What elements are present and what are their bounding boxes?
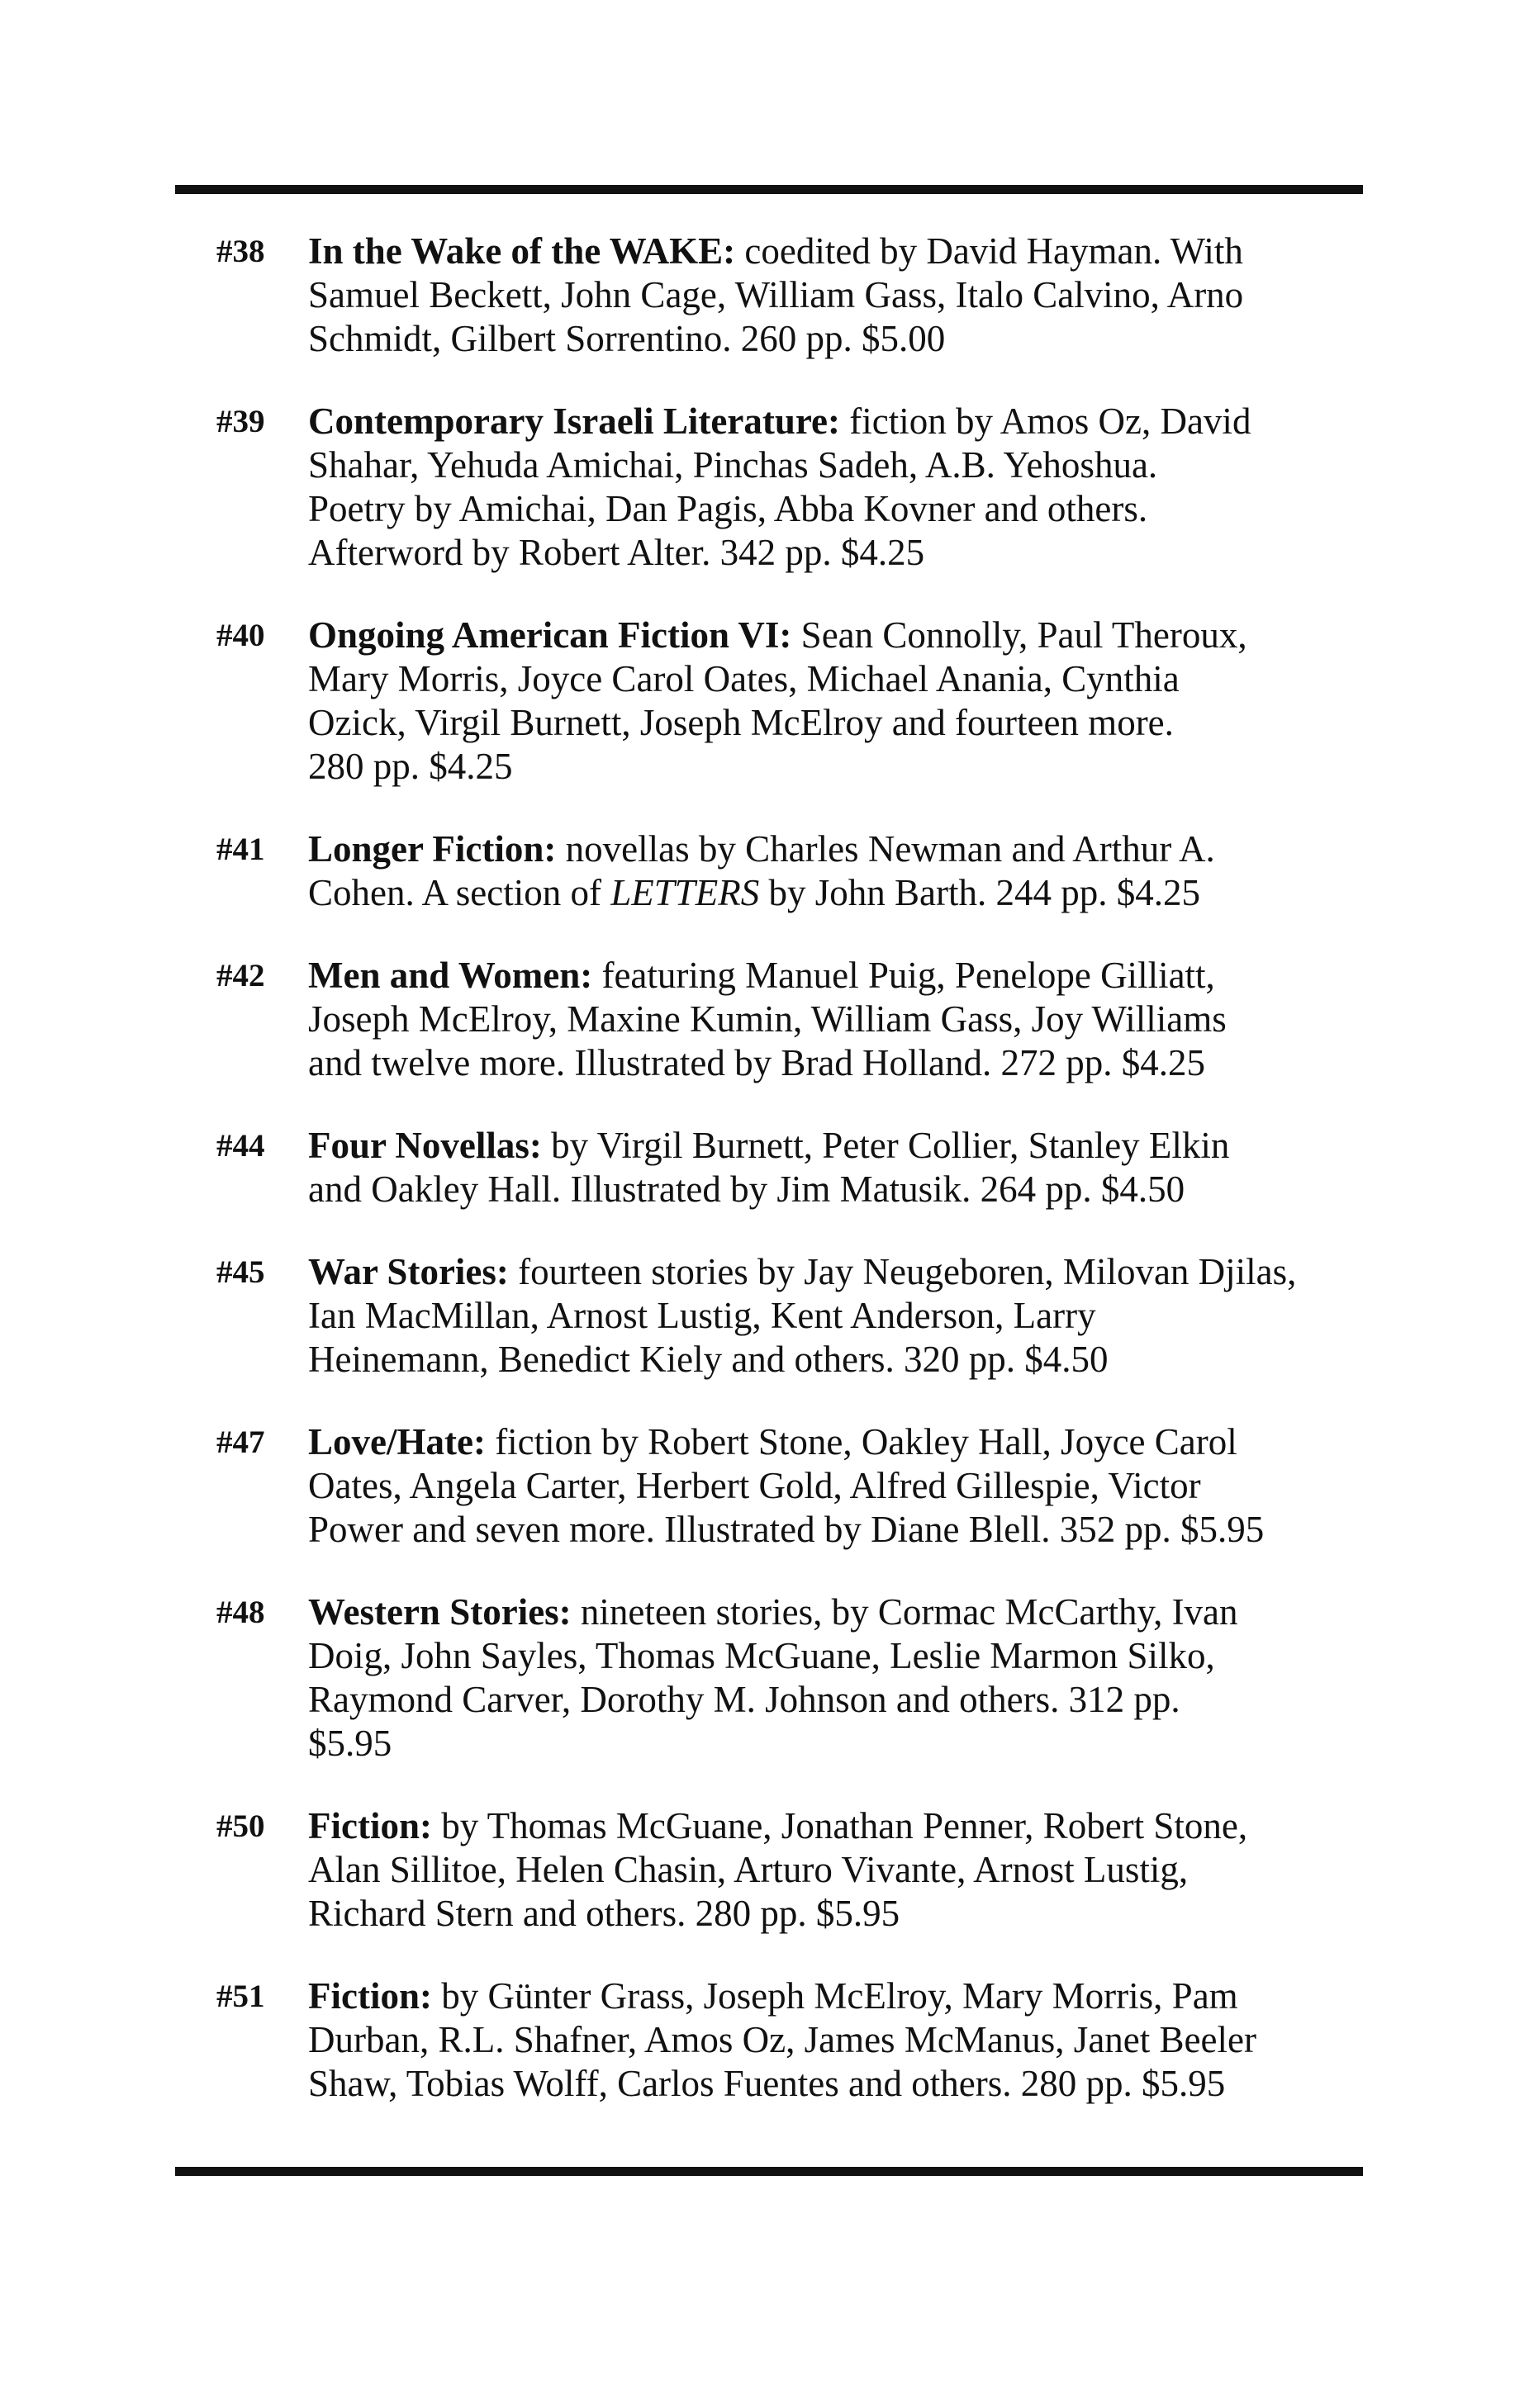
- issue-number: #44: [216, 1128, 265, 1164]
- entry-title: Four Novellas:: [308, 1125, 542, 1166]
- entry-line: Oates, Angela Carter, Herbert Gold, Alfred Gillespie, Victor: [308, 1465, 1201, 1506]
- entry-line: Afterword by Robert Alter. 342 pp. $4.25: [308, 532, 925, 573]
- entry-line: Heinemann, Benedict Kiely and others. 320 pp. $4.50: [308, 1339, 1109, 1380]
- bottom-rule: [175, 2167, 1363, 2176]
- issue-number: #41: [216, 832, 265, 867]
- catalog-entry: [0, 1420, 1529, 1552]
- entry-line: fiction by Amos Oz, David: [849, 401, 1251, 442]
- entry-line: Sean Connolly, Paul Theroux,: [800, 614, 1247, 656]
- entry-text: [308, 1124, 1332, 1211]
- entry-line: coedited by David Hayman. With: [744, 230, 1243, 272]
- catalog-entry: [0, 827, 1529, 915]
- entry-line: Alan Sillitoe, Helen Chasin, Arturo Vivante, Arnost Lustig,: [308, 1849, 1189, 1890]
- catalog-entry: [0, 614, 1529, 789]
- entry-line: 280 pp. $4.25: [308, 746, 513, 787]
- entry-title: Western Stories:: [308, 1591, 572, 1633]
- entry-text: [308, 614, 1332, 789]
- entry-line: Poetry by Amichai, Dan Pagis, Abba Kovner and others.: [308, 488, 1148, 529]
- entry-line: Cohen. A section of: [308, 872, 601, 913]
- entry-line: Shahar, Yehuda Amichai, Pinchas Sadeh, A.B. Yehoshua.: [308, 444, 1158, 486]
- book-title: LETTERS: [610, 872, 760, 913]
- entry-text: [308, 827, 1332, 915]
- catalog-entry: [0, 1590, 1529, 1766]
- entry-title: Love/Hate:: [308, 1421, 486, 1462]
- catalog-entry: [0, 1804, 1529, 1936]
- catalog-entry: [0, 954, 1529, 1085]
- entry-text: [308, 1250, 1332, 1382]
- top-rule: [175, 185, 1363, 194]
- entry-line: nineteen stories, by Cormac McCarthy, Ivan: [580, 1591, 1238, 1633]
- catalog-entry: [0, 1974, 1529, 2106]
- catalog-entry: [0, 1124, 1529, 1211]
- issue-number: #48: [216, 1595, 265, 1630]
- catalog-list: [0, 230, 1529, 2145]
- entry-text: [308, 1804, 1332, 1936]
- issue-number: #50: [216, 1808, 265, 1844]
- entry-text: [308, 230, 1332, 361]
- entry-line: by Virgil Burnett, Peter Collier, Stanley Elkin: [551, 1125, 1230, 1166]
- issue-number: #40: [216, 618, 265, 653]
- entry-line: Mary Morris, Joyce Carol Oates, Michael Anania, Cynthia: [308, 658, 1180, 699]
- entry-title: Longer Fiction:: [308, 828, 557, 870]
- entry-line: $5.95: [308, 1723, 392, 1764]
- entry-line: Schmidt, Gilbert Sorrentino. 260 pp. $5.00: [308, 318, 946, 359]
- entry-line: Ian MacMillan, Arnost Lustig, Kent Anderson, Larry: [308, 1295, 1096, 1336]
- entry-text: [308, 954, 1332, 1085]
- entry-line: Raymond Carver, Dorothy M. Johnson and others. 312 pp.: [308, 1679, 1180, 1720]
- entry-line: Samuel Beckett, John Cage, William Gass, Italo Calvino, Arno: [308, 274, 1244, 315]
- entry-line: by Thomas McGuane, Jonathan Penner, Robert Stone,: [441, 1805, 1248, 1846]
- entry-line: fourteen stories by Jay Neugeboren, Milovan Djilas,: [518, 1251, 1297, 1292]
- entry-text: [308, 400, 1332, 575]
- entry-text: [308, 1974, 1332, 2106]
- entry-line: and Oakley Hall. Illustrated by Jim Matusik. 264 pp. $4.50: [308, 1168, 1185, 1210]
- entry-title: Fiction:: [308, 1805, 432, 1846]
- entry-line: fiction by Robert Stone, Oakley Hall, Joyce Carol: [495, 1421, 1237, 1462]
- entry-text: [308, 1590, 1332, 1766]
- entry-line: Doig, John Sayles, Thomas McGuane, Leslie Marmon Silko,: [308, 1635, 1215, 1676]
- issue-number: #47: [216, 1424, 265, 1460]
- entry-line: Richard Stern and others. 280 pp. $5.95: [308, 1893, 900, 1934]
- issue-number: #51: [216, 1979, 265, 2014]
- entry-line: by John Barth. 244 pp. $4.25: [768, 872, 1201, 913]
- entry-title: Men and Women:: [308, 955, 593, 996]
- entry-line: featuring Manuel Puig, Penelope Gilliatt,: [601, 955, 1215, 996]
- entry-title: Contemporary Israeli Literature:: [308, 401, 840, 442]
- entry-title: Fiction:: [308, 1975, 432, 2017]
- entry-line: Shaw, Tobias Wolff, Carlos Fuentes and others. 280 pp. $5.95: [308, 2063, 1226, 2104]
- issue-number: #39: [216, 404, 265, 439]
- catalog-entry: [0, 1250, 1529, 1382]
- entry-line: Power and seven more. Illustrated by Diane Blell. 352 pp. $5.95: [308, 1509, 1265, 1550]
- issue-number: #45: [216, 1254, 265, 1290]
- catalog-entry: [0, 400, 1529, 575]
- entry-line: novellas by Charles Newman and Arthur A.: [565, 828, 1215, 870]
- entry-title: Ongoing American Fiction VI:: [308, 614, 792, 656]
- entry-line: Joseph McElroy, Maxine Kumin, William Gass, Joy Williams: [308, 998, 1227, 1040]
- entry-title: In the Wake of the WAKE:: [308, 230, 736, 272]
- catalog-entry: [0, 230, 1529, 361]
- entry-line: and twelve more. Illustrated by Brad Holland. 272 pp. $4.25: [308, 1042, 1206, 1083]
- entry-line: Ozick, Virgil Burnett, Joseph McElroy and fourteen more.: [308, 702, 1174, 743]
- issue-number: #38: [216, 234, 265, 269]
- entry-line: Durban, R.L. Shafner, Amos Oz, James McManus, Janet Beeler: [308, 2019, 1256, 2060]
- entry-title: War Stories:: [308, 1251, 509, 1292]
- entry-line: by Günter Grass, Joseph McElroy, Mary Morris, Pam: [441, 1975, 1238, 2017]
- entry-text: [308, 1420, 1332, 1552]
- issue-number: #42: [216, 958, 265, 993]
